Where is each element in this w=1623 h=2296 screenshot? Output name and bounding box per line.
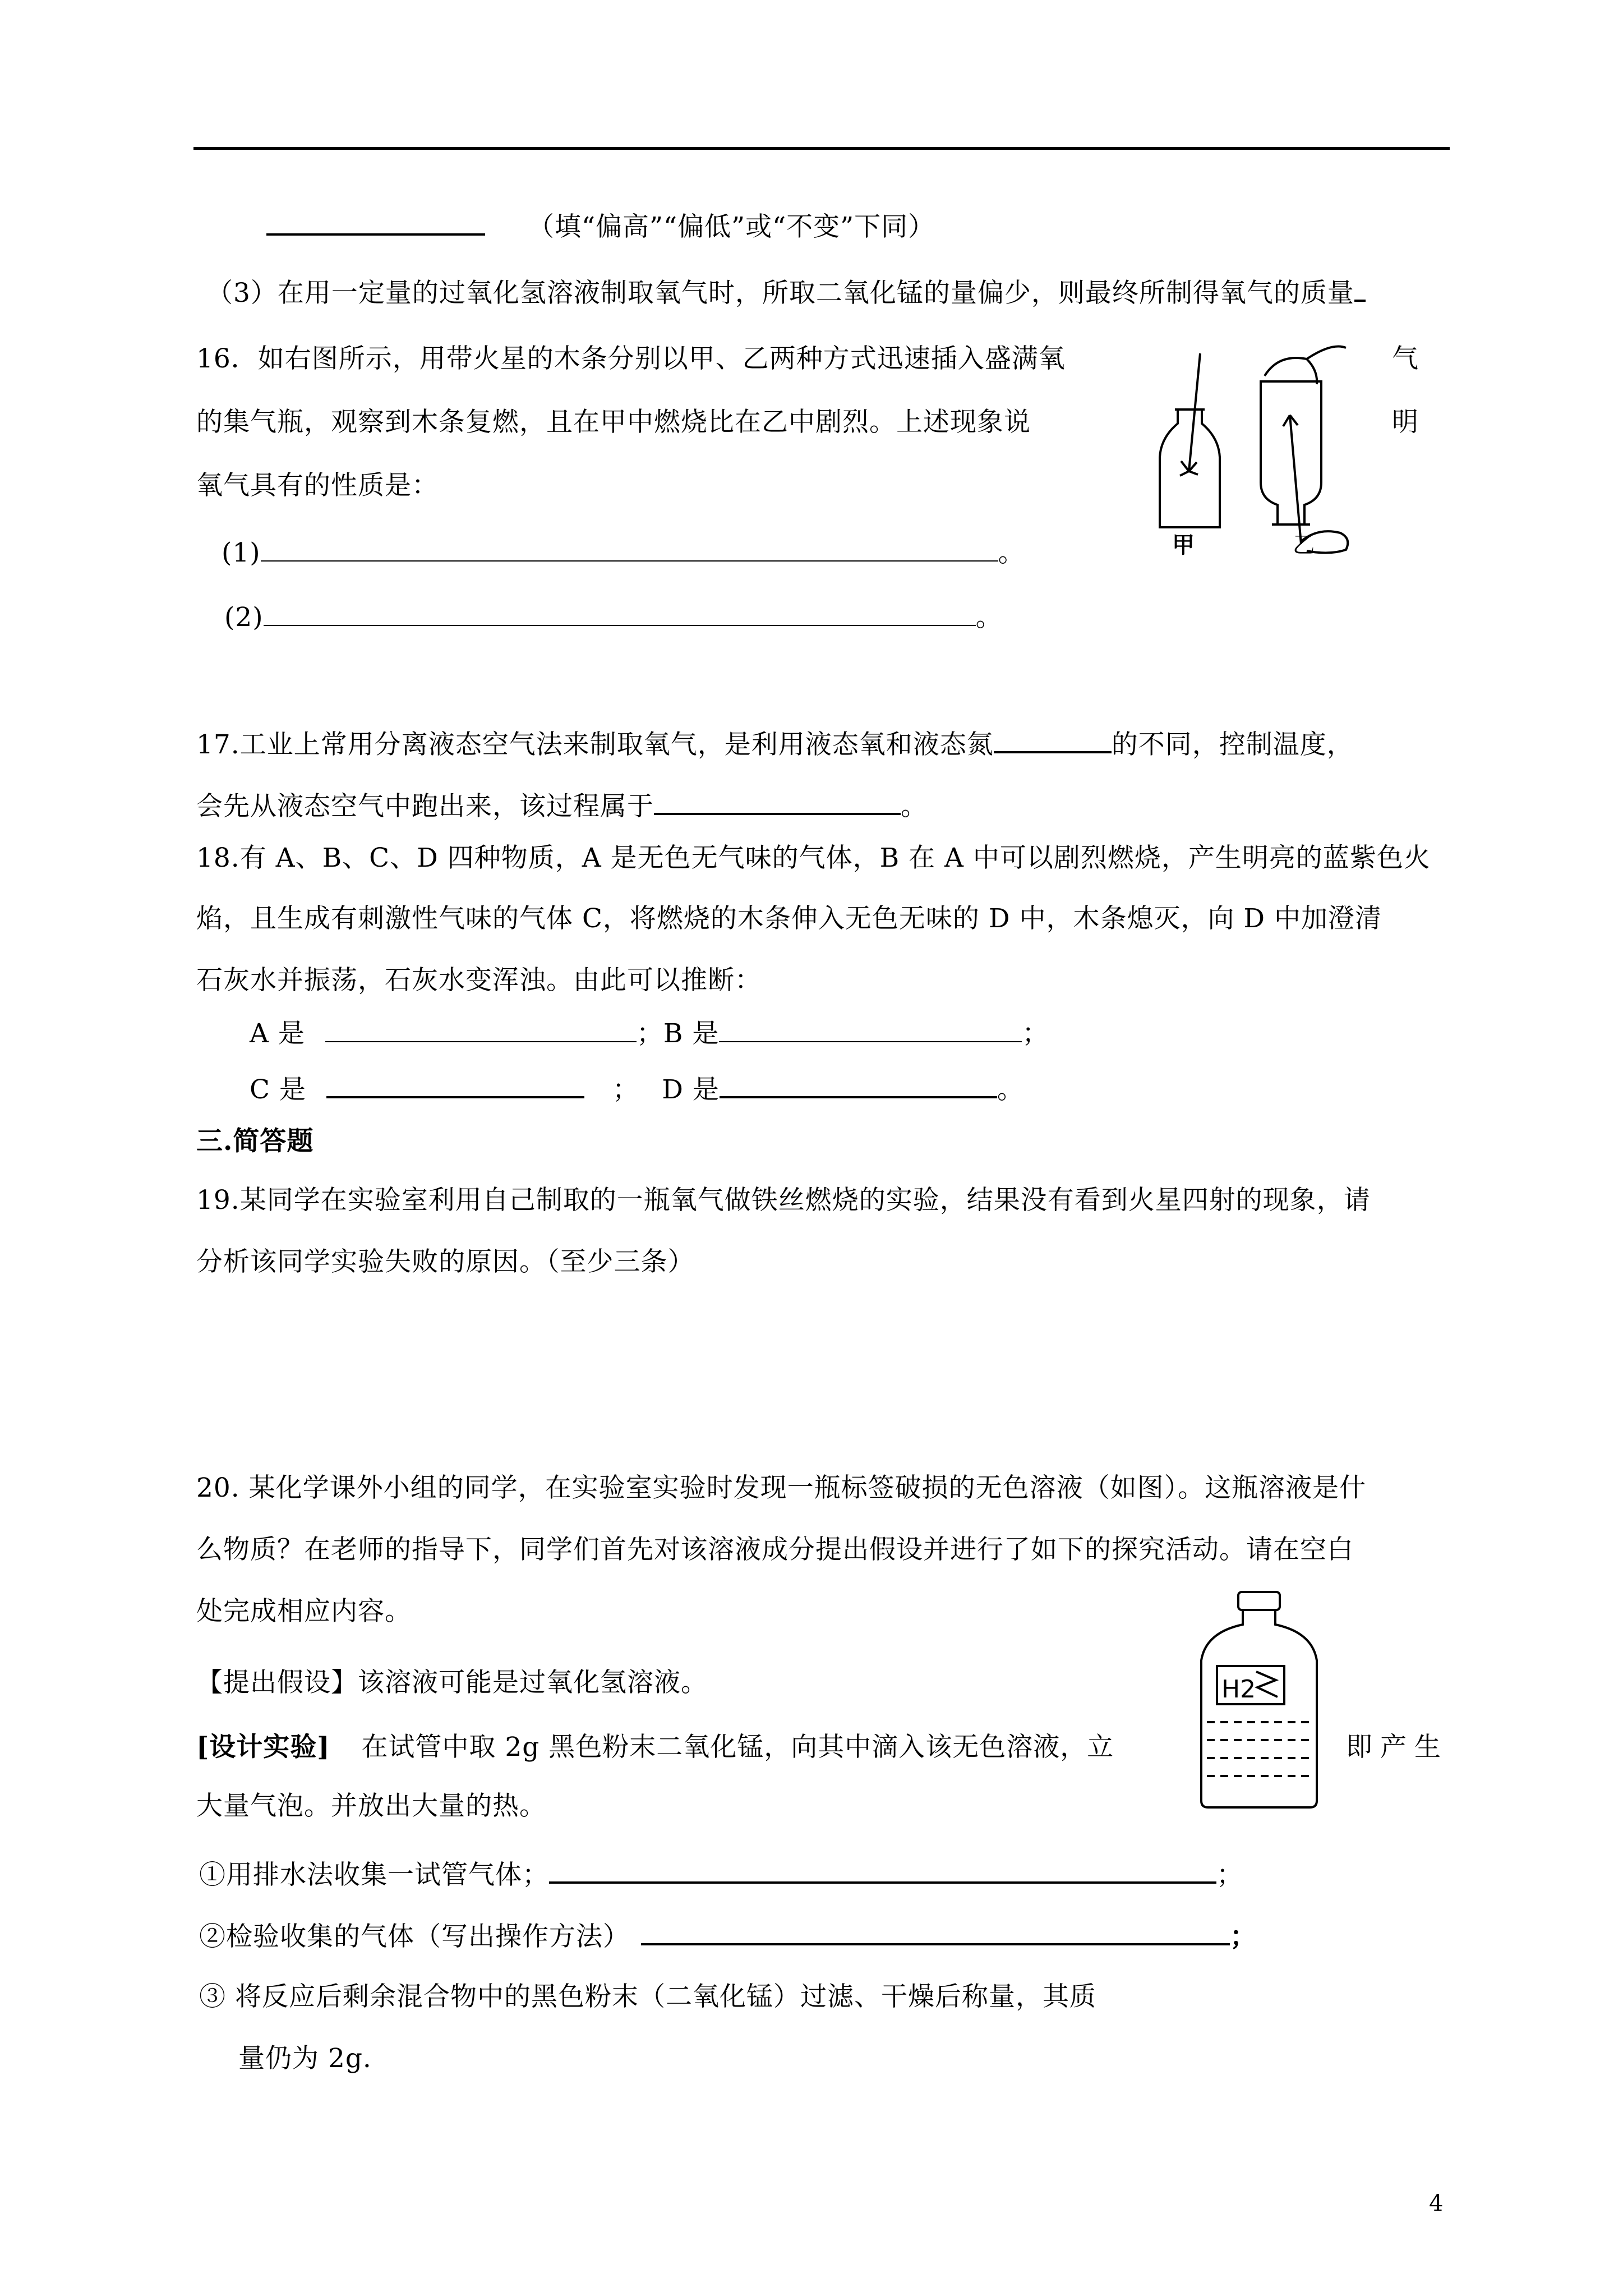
q16-line1: 16．如右图所示，用带火星的木条分别以甲、乙两种方式迅速插入盛满氧 bbox=[196, 343, 1066, 374]
q16-line2-end: 明 bbox=[1392, 407, 1419, 438]
bottle-yi bbox=[1261, 347, 1348, 553]
answer-blank[interactable] bbox=[719, 1016, 1022, 1042]
q19-line2: 分析该同学实验失败的原因。（至少三条） bbox=[196, 1246, 695, 1277]
bottle-jia bbox=[1160, 353, 1220, 527]
answer-blank[interactable] bbox=[654, 788, 901, 815]
answer-blank[interactable] bbox=[325, 1016, 637, 1042]
q20-line3: 处完成相应内容。 bbox=[196, 1596, 412, 1627]
answer-blank[interactable] bbox=[326, 1071, 584, 1098]
q16-answer-1: (1) 。 bbox=[222, 536, 1025, 570]
q20-step1: ①用排水法收集一试管气体； ； bbox=[199, 1857, 1243, 1892]
answer-blank[interactable] bbox=[641, 1918, 1230, 1945]
q18-answers-cd: C 是 ； D 是 。 bbox=[250, 1071, 1024, 1107]
label-yi: 乙 bbox=[1293, 532, 1315, 558]
answer-blank[interactable] bbox=[549, 1857, 1216, 1884]
answer-blank[interactable] bbox=[261, 536, 998, 562]
q20-line2: 么物质？在老师的指导下，同学们首先对该溶液成分提出假设并进行了如下的探究活动。请在空白 bbox=[196, 1534, 1354, 1565]
q20-line1: 20. 某化学课外小组的同学，在实验室实验时发现一瓶标签破损的无色溶液（如图）。这瓶溶液是什 bbox=[196, 1473, 1367, 1503]
section-3-heading: 三.简答题 bbox=[196, 1126, 314, 1157]
q16-answer-2: (2) 。 bbox=[224, 600, 1003, 634]
q20-design-end: 即产生 bbox=[1346, 1732, 1449, 1763]
answer-blank[interactable] bbox=[720, 1071, 997, 1098]
answer-blank[interactable] bbox=[264, 600, 976, 626]
q15-part3: （3）在用一定量的过氧化氢溶液制取氧气时，所取二氧化锰的量偏少，则最终所制得氧气的质量 bbox=[206, 275, 1366, 310]
q18-answers-ab: A 是 ；B 是 ； bbox=[250, 1016, 1049, 1051]
page-number: 4 bbox=[1429, 2191, 1444, 2216]
answer-blank[interactable] bbox=[994, 726, 1112, 753]
header-rule bbox=[193, 147, 1450, 150]
q20-step3-line2: 量仍为 2g. bbox=[238, 2043, 372, 2074]
q15-fill-line: （填“偏高”“偏低”或“不变”下同） bbox=[266, 209, 935, 244]
bottle-label-h2: H2 bbox=[1221, 1675, 1256, 1704]
q16-line1-end: 气 bbox=[1392, 343, 1419, 374]
q17-line1: 17.工业上常用分离液态空气法来制取氧气，是利用液态氧和液态氮 的不同，控制温度， bbox=[196, 726, 1354, 762]
q17-line2: 会先从液态空气中跑出来，该过程属于 。 bbox=[196, 788, 928, 823]
q16-bottle-figure bbox=[1138, 331, 1380, 558]
q16-line2: 的集气瓶，观察到木条复燃，且在甲中燃烧比在乙中剧烈。上述现象说 bbox=[196, 407, 1031, 438]
q20-hypothesis: 【提出假设】该溶液可能是过氧化氢溶液。 bbox=[196, 1667, 708, 1698]
q20-step2: ②检验收集的气体（写出操作方法） ； bbox=[199, 1918, 1257, 1954]
q19-line1: 19.某同学在实验室利用自己制取的一瓶氧气做铁丝燃烧的实验，结果没有看到火星四射的现象，请 bbox=[196, 1185, 1371, 1216]
q18-line2: 焰，且生成有刺激性气味的气体 C，将燃烧的木条伸入无色无味的 D 中，木条熄灭，向 D 中加澄清 bbox=[196, 903, 1382, 934]
q18-line3: 石灰水并振荡，石灰水变浑浊。由此可以推断： bbox=[196, 965, 762, 996]
label-jia: 甲 bbox=[1172, 532, 1195, 558]
q20-reagent-bottle bbox=[1195, 1588, 1324, 1812]
q20-step3: ③ 将反应后剩余混合物中的黑色粉末（二氧化锰）过滤、干燥后称量，其质 bbox=[199, 1981, 1096, 2012]
q16-line3: 氧气具有的性质是： bbox=[196, 470, 439, 501]
answer-blank[interactable] bbox=[1354, 275, 1366, 302]
q20-design: [设计实验] 在试管中取 2g 黑色粉末二氧化锰，向其中滴入该无色溶液，立 bbox=[196, 1732, 1114, 1763]
q18-line1: 18.有 A、B、C、D 四种物质，A 是无色无气味的气体，B 在 A 中可以剧烈燃烧，产生明亮的蓝紫色火 bbox=[196, 843, 1431, 873]
answer-blank[interactable] bbox=[266, 209, 485, 236]
q20-design-line2: 大量气泡。并放出大量的热。 bbox=[196, 1791, 546, 1821]
